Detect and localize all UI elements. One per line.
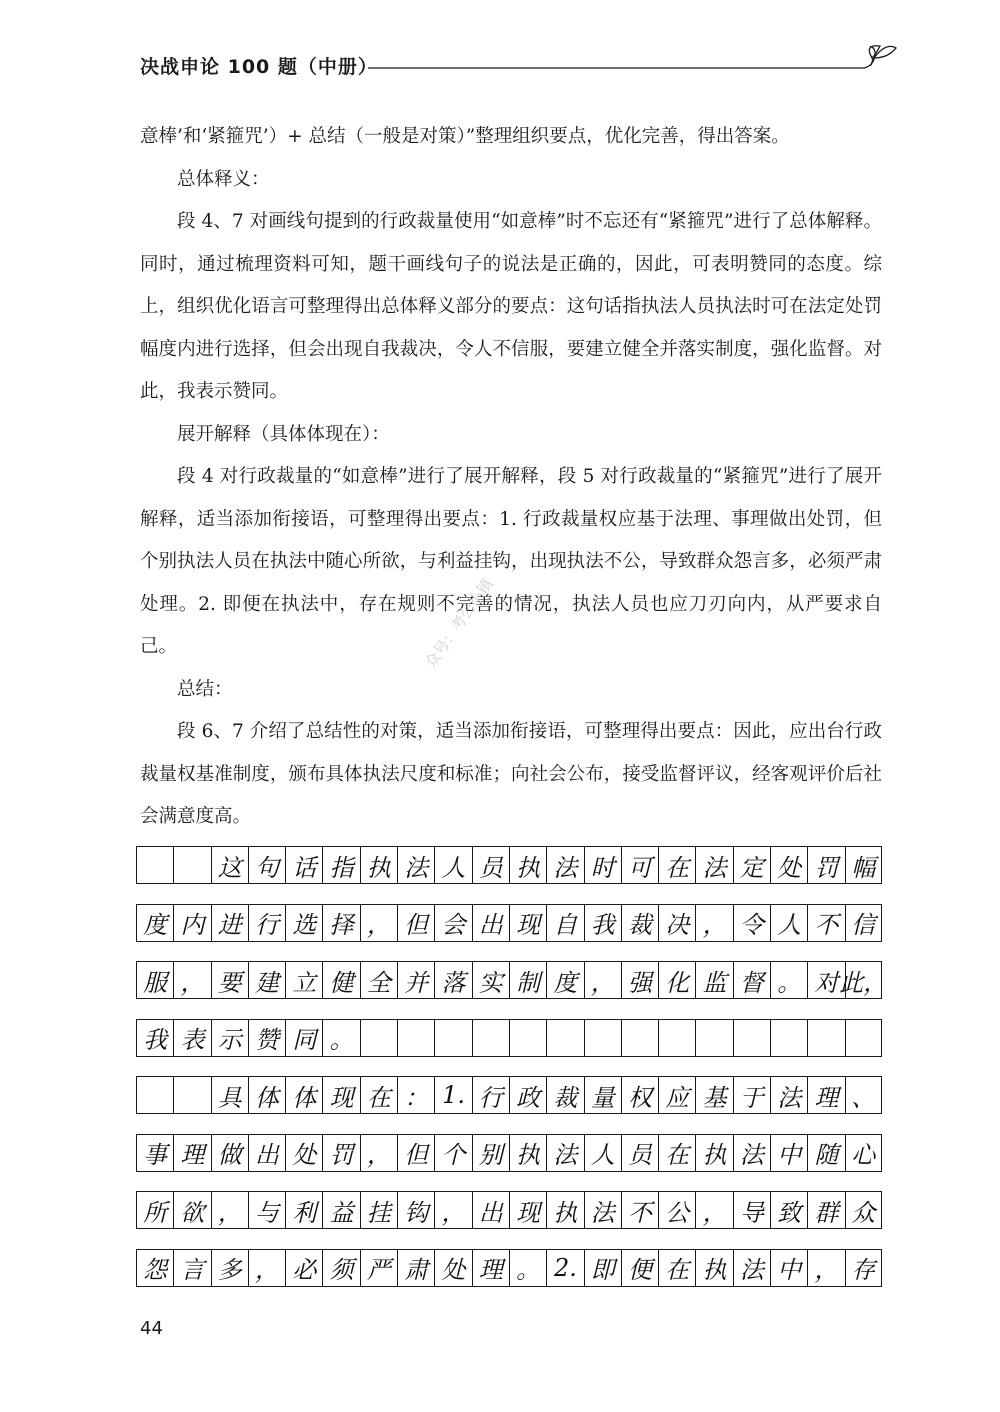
grid-cell <box>360 1019 397 1057</box>
grid-cell: 具 <box>211 1076 248 1114</box>
grid-cell: 体 <box>248 1076 285 1114</box>
grid-cell: 进 <box>211 904 248 942</box>
grid-cell: 选 <box>285 904 322 942</box>
grid-cell: 法 <box>733 1134 770 1172</box>
grid-cell: 致 <box>770 1191 807 1229</box>
grid-cell: ， <box>695 1191 732 1229</box>
grid-cell: 个 <box>434 1134 471 1172</box>
grid-cell: 话 <box>285 846 322 884</box>
grid-row <box>136 961 888 999</box>
grid-cell: 此， <box>845 961 882 999</box>
grid-cell: 肃 <box>397 1249 434 1287</box>
grid-cell: ： <box>397 1076 434 1114</box>
grid-cell: 导 <box>733 1191 770 1229</box>
grid-cell: 但 <box>397 1134 434 1172</box>
grid-cell: 要 <box>211 961 248 999</box>
grid-cell: 度 <box>136 904 173 942</box>
grid-cell: 句 <box>248 846 285 884</box>
grid-cell: ， <box>173 961 210 999</box>
grid-cell: 钩 <box>397 1191 434 1229</box>
grid-cell: 理 <box>807 1076 844 1114</box>
grid-cell <box>136 1076 173 1114</box>
grid-cell <box>584 1019 621 1057</box>
grid-cell: 人 <box>770 904 807 942</box>
grid-cell: 多 <box>211 1249 248 1287</box>
grid-cell: 便 <box>621 1249 658 1287</box>
page-header <box>140 46 900 82</box>
book-title: 决战申论 100 题（中册） <box>140 56 378 78</box>
grid-cell: 于 <box>733 1076 770 1114</box>
grid-cell: 执 <box>360 846 397 884</box>
grid-cell: 执 <box>546 1191 583 1229</box>
grid-cell: 权 <box>621 1076 658 1114</box>
grid-cell <box>136 846 173 884</box>
grid-cell <box>434 1019 471 1057</box>
grid-cell: 理 <box>472 1249 509 1287</box>
grid-cell: 人 <box>584 1134 621 1172</box>
grid-cell <box>173 1076 210 1114</box>
grid-cell: 法 <box>770 1076 807 1114</box>
grid-cell <box>695 1019 732 1057</box>
grid-cell: ， <box>248 1249 285 1287</box>
grid-cell: 这 <box>211 846 248 884</box>
grid-cell: 在 <box>658 1249 695 1287</box>
grid-cell: 赞 <box>248 1019 285 1057</box>
grid-cell <box>472 1019 509 1057</box>
grid-cell: 。 <box>322 1019 359 1057</box>
grid-cell <box>173 846 210 884</box>
grid-cell: 必 <box>285 1249 322 1287</box>
grid-cell: 在 <box>658 846 695 884</box>
grid-row <box>136 1134 882 1172</box>
grid-cell: 法 <box>584 1191 621 1229</box>
grid-cell: 存 <box>845 1249 882 1287</box>
grid-cell: 行 <box>248 904 285 942</box>
grid-cell: 我 <box>136 1019 173 1057</box>
grid-cell: 做 <box>211 1134 248 1172</box>
grid-cell: ， <box>434 1191 471 1229</box>
grid-cell: 执 <box>695 1134 732 1172</box>
grid-cell: 理 <box>173 1134 210 1172</box>
grid-cell: 不 <box>621 1191 658 1229</box>
grid-cell: 利 <box>285 1191 322 1229</box>
grid-cell: 罚 <box>807 846 844 884</box>
grid-cell: 并 <box>397 961 434 999</box>
grid-cell: 众 <box>845 1191 882 1229</box>
paragraph: 段 4、7 对画线句提到的行政裁量使用“如意棒”时不忘还有“紧箍咒”进行了总体解释。同时，通过梳理资料可知，题干画线句子的说法是正确的，因此，可表明赞同的态度。综上，组织优化语言可整理得出总体释义部分的要点：这句话指执法人员执法时可在法定处罚幅度内进行选择，但会出现自我裁决，令人不信服，要建立健全并落实制度，强化监督。对此，我表示赞同。 <box>140 211 882 402</box>
grid-cell: 现 <box>322 1076 359 1114</box>
grid-cell: 处 <box>770 846 807 884</box>
grid-cell: ， <box>360 904 397 942</box>
grid-cell: 现 <box>509 1191 546 1229</box>
grid-cell: 。 <box>509 1249 546 1287</box>
grid-cell: 示 <box>211 1019 248 1057</box>
grid-cell: 全 <box>360 961 397 999</box>
watermark: 众号：考公小镇 <box>421 575 497 672</box>
grid-cell: 同 <box>285 1019 322 1057</box>
grid-cell: 出 <box>472 904 509 942</box>
grid-cell: 欲 <box>173 1191 210 1229</box>
grid-cell: ， <box>360 1134 397 1172</box>
grid-cell: 益 <box>322 1191 359 1229</box>
grid-cell <box>546 1019 583 1057</box>
grid-cell: 落 <box>434 961 471 999</box>
grid-cell: 中 <box>770 1134 807 1172</box>
grid-cell: 人 <box>434 846 471 884</box>
grid-cell <box>733 1019 770 1057</box>
grid-cell: 健 <box>322 961 359 999</box>
grid-cell: 法 <box>546 846 583 884</box>
grid-row <box>136 1019 882 1057</box>
grid-cell: 不 <box>807 904 844 942</box>
grid-cell: 公 <box>658 1191 695 1229</box>
grid-cell <box>770 1019 807 1057</box>
grid-cell: 在 <box>360 1076 397 1114</box>
grid-cell: 政 <box>509 1076 546 1114</box>
grid-cell: 在 <box>658 1134 695 1172</box>
grid-cell: 出 <box>248 1134 285 1172</box>
grid-cell <box>621 1019 658 1057</box>
grid-cell: 别 <box>472 1134 509 1172</box>
grid-cell: 法 <box>733 1249 770 1287</box>
grid-cell: 自 <box>546 904 583 942</box>
grid-cell: ， <box>211 1191 248 1229</box>
grid-cell: 与 <box>248 1191 285 1229</box>
paragraph: 展开解释（具体体现在）： <box>177 423 390 445</box>
grid-cell: 法 <box>546 1134 583 1172</box>
grid-cell: 定 <box>733 846 770 884</box>
grid-cell: 裁 <box>546 1076 583 1114</box>
grid-cell: 行 <box>472 1076 509 1114</box>
grid-cell: 化 <box>658 961 695 999</box>
grid-cell: ， <box>695 904 732 942</box>
grid-cell: 处 <box>434 1249 471 1287</box>
grid-row <box>136 1076 882 1114</box>
grid-cell: 幅 <box>845 846 882 884</box>
grid-cell: 心 <box>845 1134 882 1172</box>
grid-cell: 严 <box>360 1249 397 1287</box>
grid-cell: 择 <box>322 904 359 942</box>
grid-cell: 。 <box>770 961 807 999</box>
grid-cell: 法 <box>695 846 732 884</box>
grid-cell: 随 <box>807 1134 844 1172</box>
grid-cell: 令 <box>733 904 770 942</box>
grid-cell: ， <box>584 961 621 999</box>
grid-cell: 须 <box>322 1249 359 1287</box>
grid-cell: 但 <box>397 904 434 942</box>
grid-cell: 应 <box>658 1076 695 1114</box>
grid-cell: 立 <box>285 961 322 999</box>
grid-cell <box>509 1019 546 1057</box>
grid-cell: 时 <box>584 846 621 884</box>
grid-cell: 员 <box>621 1134 658 1172</box>
sprout-icon <box>860 36 900 66</box>
grid-cell: 体 <box>285 1076 322 1114</box>
grid-cell: 量 <box>584 1076 621 1114</box>
grid-cell: 我 <box>584 904 621 942</box>
grid-cell: 督 <box>733 961 770 999</box>
grid-cell: 对 <box>807 961 844 999</box>
grid-cell: 员 <box>472 846 509 884</box>
grid-cell: 指 <box>322 846 359 884</box>
grid-cell: 执 <box>509 846 546 884</box>
grid-cell: 罚 <box>322 1134 359 1172</box>
grid-cell: 信 <box>845 904 882 942</box>
grid-cell: 怨 <box>136 1249 173 1287</box>
grid-cell: 挂 <box>360 1191 397 1229</box>
grid-cell: 决 <box>658 904 695 942</box>
grid-cell: 监 <box>695 961 732 999</box>
grid-cell: 度 <box>546 961 583 999</box>
grid-cell <box>807 1019 844 1057</box>
page-number: 44 <box>140 1318 163 1339</box>
grid-cell: 出 <box>472 1191 509 1229</box>
paragraph: 总结： <box>177 678 233 700</box>
answer-grid <box>136 846 888 1306</box>
grid-cell: 法 <box>397 846 434 884</box>
grid-cell: 1. <box>434 1076 471 1114</box>
grid-cell <box>658 1019 695 1057</box>
paragraph: 段 4 对行政裁量的“如意棒”进行了展开解释，段 5 对行政裁量的“紧箍咒”进行了展开解释，适当添加衔接语，可整理得出要点：1. 行政裁量权应基于法理、事理做出处罚，但个别执法人员在执法中随心所欲，与利益挂钩，出现执法不公，导致群众怨言多，必须严肃处理。2. 即便在执法中，存在规则不完善的情况，执法人员也应刀刃向内，从严要求自己。 <box>140 466 882 657</box>
grid-cell: 执 <box>509 1134 546 1172</box>
grid-cell: 2. <box>546 1249 583 1287</box>
grid-cell: 中 <box>770 1249 807 1287</box>
paragraph: 总体释义： <box>177 168 270 190</box>
grid-cell: 服 <box>136 961 173 999</box>
grid-cell: 、 <box>845 1076 882 1114</box>
grid-cell <box>397 1019 434 1057</box>
grid-cell: 可 <box>621 846 658 884</box>
grid-cell: 群 <box>807 1191 844 1229</box>
grid-cell: 内 <box>173 904 210 942</box>
grid-cell: 事 <box>136 1134 173 1172</box>
grid-row <box>136 1191 882 1229</box>
grid-cell: 执 <box>695 1249 732 1287</box>
grid-cell: 即 <box>584 1249 621 1287</box>
grid-cell: ， <box>807 1249 844 1287</box>
grid-cell: 所 <box>136 1191 173 1229</box>
grid-cell: 制 <box>509 961 546 999</box>
grid-cell: 会 <box>434 904 471 942</box>
grid-cell: 实 <box>472 961 509 999</box>
grid-cell: 建 <box>248 961 285 999</box>
grid-row <box>136 1249 882 1287</box>
grid-cell: 现 <box>509 904 546 942</box>
grid-cell: 强 <box>621 961 658 999</box>
grid-cell: 处 <box>285 1134 322 1172</box>
grid-cell: 裁 <box>621 904 658 942</box>
grid-cell: 言 <box>173 1249 210 1287</box>
grid-row <box>136 846 882 884</box>
grid-cell <box>845 1019 882 1057</box>
grid-cell: 表 <box>173 1019 210 1057</box>
grid-row <box>136 904 882 942</box>
grid-cell: 基 <box>695 1076 732 1114</box>
paragraph: 意棒’和‘紧箍咒’）+ 总结（一般是对策）”整理组织要点，优化完善，得出答案。 <box>140 126 790 147</box>
paragraph: 段 6、7 介绍了总结性的对策，适当添加衔接语，可整理得出要点：因此，应出台行政裁量权基准制度，颁布具体执法尺度和标准；向社会公布，接受监督评议，经客观评价后社会满意度高。 <box>140 721 882 827</box>
body-text <box>140 116 882 839</box>
